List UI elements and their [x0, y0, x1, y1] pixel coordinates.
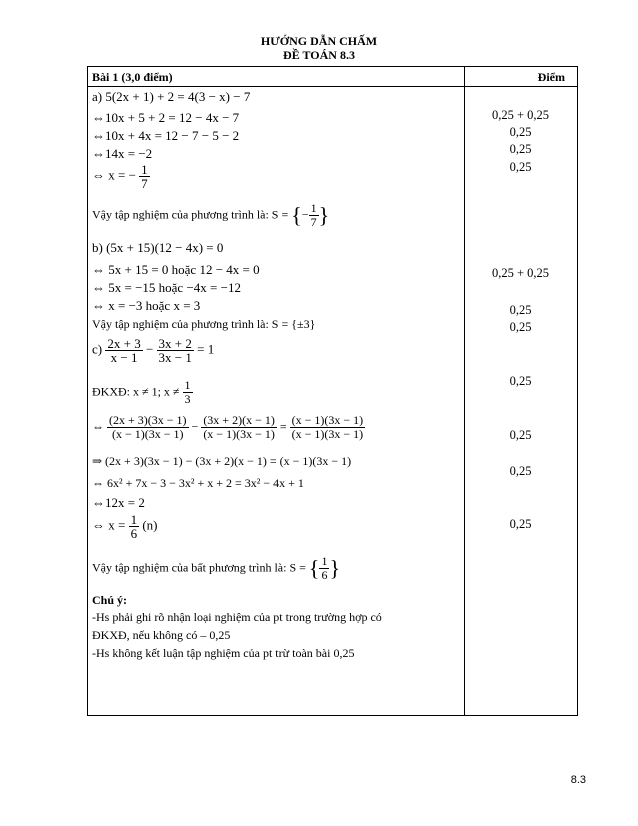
score-a-2: 0,25 — [509, 125, 532, 139]
frac-den: 6 — [321, 568, 328, 582]
c-line-7 — [92, 513, 158, 540]
frac-num: 1 — [141, 162, 148, 177]
frac-num: (3x + 2)(x − 1) — [203, 413, 275, 427]
page-number: 8.3 — [570, 774, 586, 786]
header-score: Điểm — [537, 70, 565, 84]
a-sol-minus: − — [301, 207, 309, 222]
fraction — [139, 163, 150, 190]
table-header — [88, 67, 577, 87]
header-titles — [0, 34, 638, 62]
equiv-arrow: ⇔ — [92, 419, 104, 434]
a-solution — [92, 202, 329, 229]
c-solution — [92, 555, 340, 582]
c-common-denominator — [92, 414, 365, 441]
a-line-5-pre: ⇔ x = − — [92, 167, 136, 183]
frac-den: x − 1 — [110, 350, 138, 365]
b-line-2: ⇔ 5x + 15 = 0 hoặc 12 − 4x = 0 — [92, 262, 260, 277]
left-brace-icon: { — [308, 555, 320, 581]
c-line-4: ⇒ (2x + 3)(3x − 1) − (3x + 2)(x − 1) = (x − 1)(3x − 1) — [92, 454, 352, 468]
score-a-4: 0,25 — [509, 160, 532, 174]
frac-num: 1 — [130, 512, 138, 527]
frac-den: 7 — [141, 176, 148, 191]
c-line-5: ⇔ 6x² + 7x − 3 − 3x² + x + 2 = 3x² − 4x + 1 — [92, 476, 304, 490]
rhs: = 1 — [197, 341, 215, 357]
right-brace-icon: } — [329, 555, 341, 581]
fraction — [309, 202, 319, 229]
frac-num: 2x + 3 — [107, 336, 141, 351]
fraction — [201, 414, 277, 441]
score-b-2: 0,25 — [509, 303, 532, 317]
page-subtitle: ĐỀ TOÁN 8.3 — [283, 48, 355, 62]
b-line-4: ⇔ x = −3 hoặc x = 3 — [92, 298, 201, 313]
a-line-2: ⇔10x + 5 + 2 = 12 − 4x − 7 — [92, 110, 240, 125]
a-line-4: ⇔14x = −2 — [92, 146, 153, 161]
right-brace-icon: } — [318, 202, 330, 228]
header-exercise: Bài 1 (3,0 điểm) — [92, 70, 173, 84]
frac-den: (x − 1)(3x − 1) — [112, 427, 184, 441]
frac-den: 6 — [130, 526, 138, 541]
note-1: -Hs phải ghi rõ nhận loại nghiệm của pt trong trường hợp có — [92, 610, 382, 624]
c-line-6: ⇔12x = 2 — [92, 495, 145, 510]
equals-sign: = — [279, 419, 287, 434]
c-line-7-pre: ⇔ x = — [92, 517, 126, 533]
b-solution: Vậy tập nghiệm của phương trình là: S = {±3} — [92, 317, 316, 331]
fraction — [319, 555, 329, 582]
score-c-4: 0,25 — [509, 517, 532, 531]
frac-num: 1 — [310, 201, 317, 215]
c-equation — [92, 337, 214, 364]
minus-sign: − — [145, 341, 154, 357]
frac-den: 3x − 1 — [158, 350, 192, 365]
score-c-3: 0,25 — [509, 464, 532, 478]
fraction — [183, 379, 193, 406]
frac-num: (2x + 3)(3x − 1) — [109, 413, 187, 427]
score-a-1: 0,25 + 0,25 — [491, 108, 550, 122]
grading-table — [87, 66, 578, 716]
a-line-3: ⇔10x + 4x = 12 − 7 − 5 − 2 — [92, 128, 240, 143]
a-line-5 — [92, 163, 150, 190]
score-b-3: 0,25 — [509, 320, 532, 334]
frac-num: (x − 1)(3x − 1) — [291, 413, 364, 427]
note-2: ĐKXĐ, nếu không có – 0,25 — [92, 628, 231, 642]
a-line-1: a) 5(2x + 1) + 2 = 4(3 − x) − 7 — [92, 89, 251, 104]
score-c-1: 0,25 — [509, 374, 532, 388]
frac-den: (x − 1)(3x − 1) — [291, 427, 364, 441]
fraction — [290, 414, 366, 441]
minus-sign: − — [191, 419, 199, 434]
score-a-3: 0,25 — [509, 142, 532, 156]
notes-heading: Chú ý: — [92, 593, 128, 607]
b-line-1: b) (5x + 15)(12 − 4x) = 0 — [92, 240, 224, 255]
score-b-1: 0,25 + 0,25 — [491, 266, 550, 280]
left-brace-icon: { — [291, 202, 302, 228]
fraction — [157, 337, 194, 364]
score-c-2: 0,25 — [509, 428, 532, 442]
frac-num: 1 — [184, 378, 191, 392]
note-3: -Hs không kết luận tập nghiệm của pt trừ toàn bài 0,25 — [92, 646, 355, 660]
frac-num: 3x + 2 — [158, 336, 192, 351]
fraction — [107, 414, 189, 441]
b-line-3: ⇔ 5x = −15 hoặc −4x = −12 — [92, 280, 241, 295]
fraction — [129, 513, 140, 540]
page-title: HƯỚNG DẪN CHẤM — [260, 34, 378, 48]
c-dkxd — [92, 379, 193, 406]
frac-num: 1 — [321, 554, 328, 568]
frac-den: 3 — [184, 392, 191, 406]
c-line-7-post: (n) — [142, 517, 158, 533]
frac-den: (x − 1)(3x − 1) — [203, 427, 275, 441]
c-label: c) — [92, 341, 103, 357]
c-solution-text: Vậy tập nghiệm của bất phương trình là: S = — [92, 560, 306, 575]
frac-den: 7 — [310, 215, 317, 229]
c-dkxd-pre: ĐKXĐ: x ≠ 1; x ≠ — [92, 384, 180, 399]
fraction — [105, 337, 142, 364]
a-solution-text: Vậy tập nghiệm của phương trình là: S = — [92, 207, 289, 222]
